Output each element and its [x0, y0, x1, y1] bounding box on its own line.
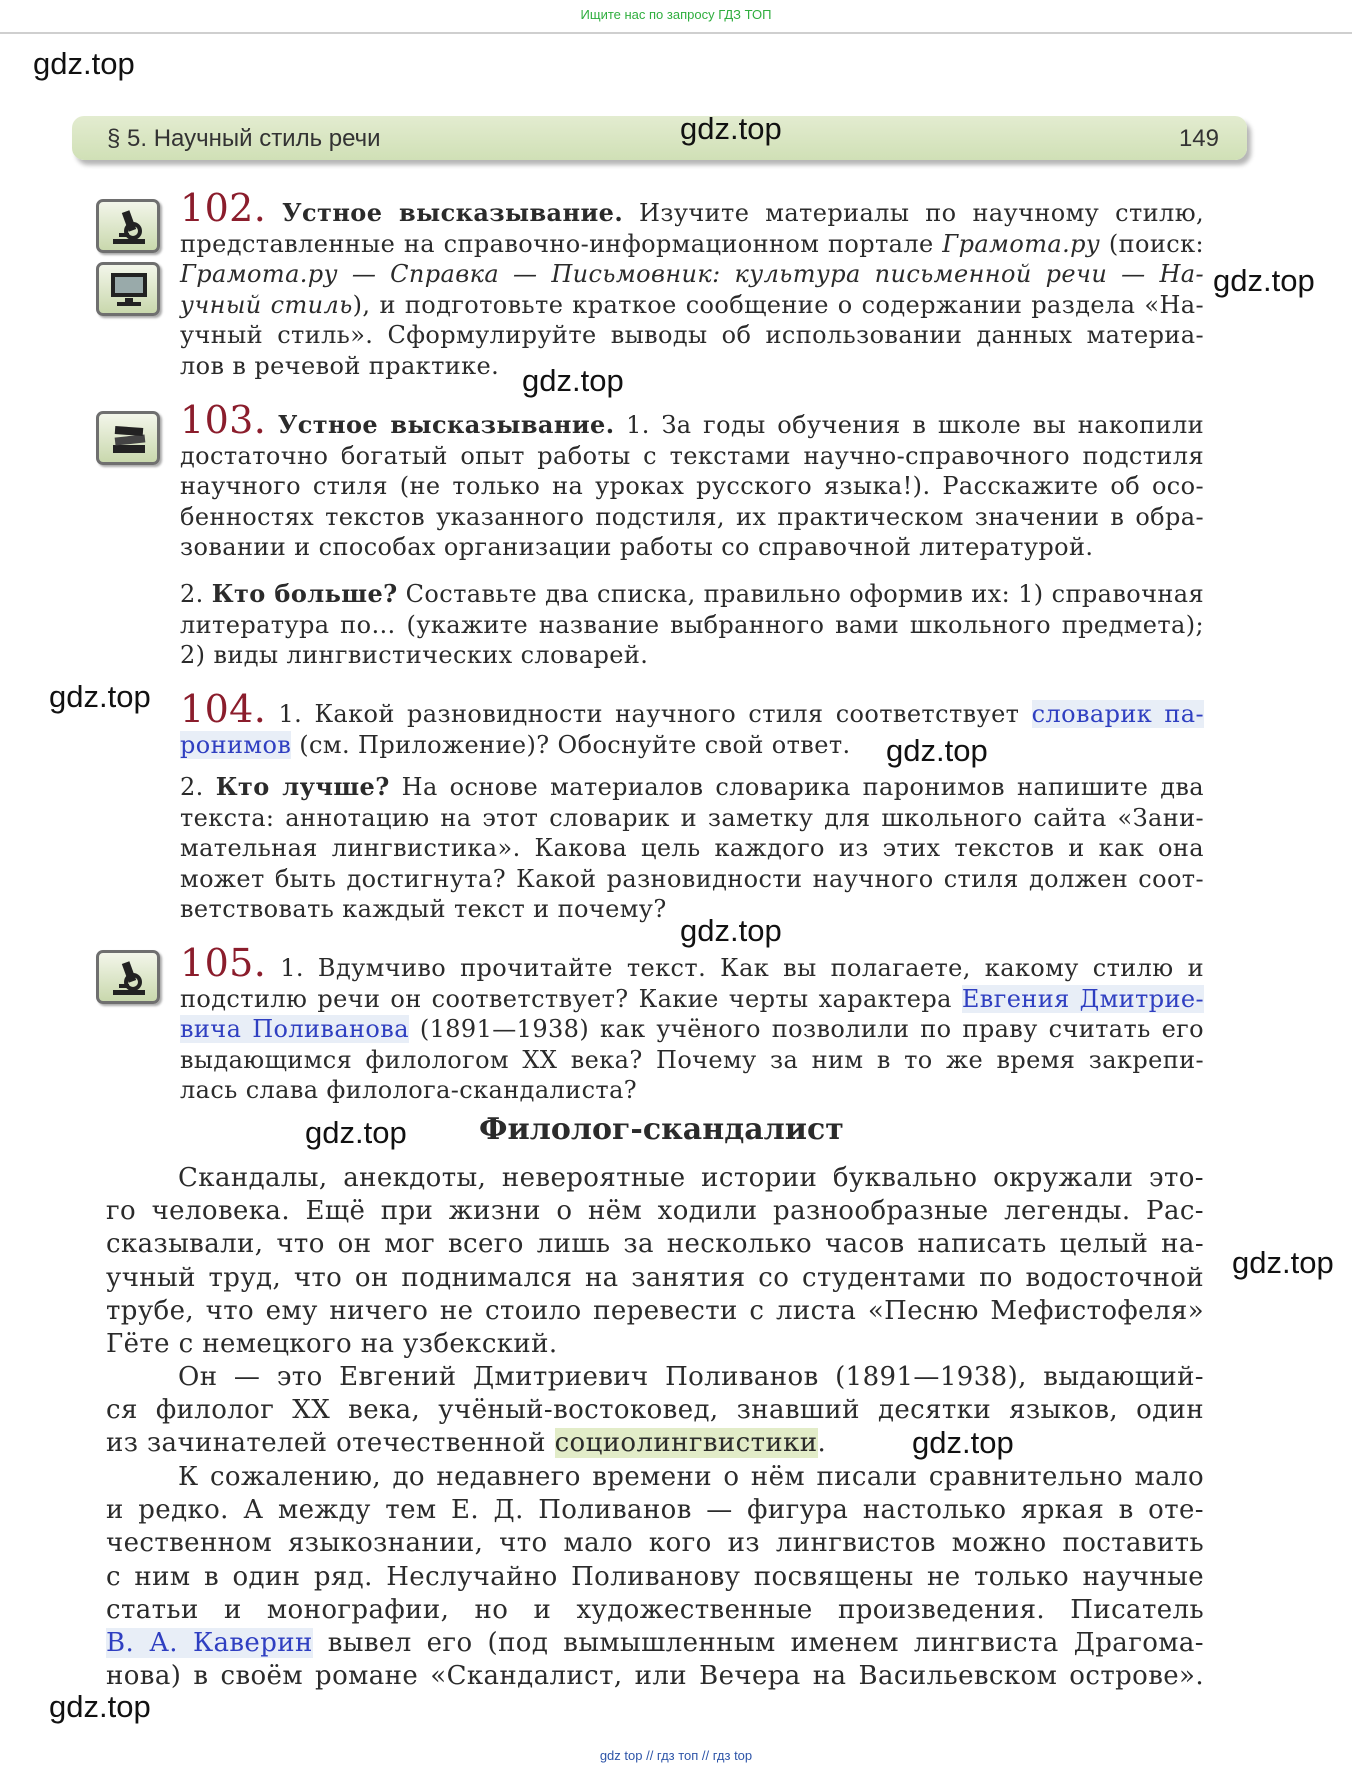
- paronyms-link[interactable]: ронимов: [180, 730, 292, 759]
- text-line: Гёте с немецкого на узбекский.: [106, 1328, 558, 1359]
- text-paragraph-3: [106, 1461, 1204, 1693]
- text-line: 2.: [180, 580, 204, 608]
- text-line: (1891—1938) как учёного позволили по праву считать его: [419, 1015, 1204, 1043]
- polivanov-link[interactable]: Евгения Дмитрие-: [961, 984, 1204, 1013]
- text-line: статьи и монографии, но и художественные произведения. Писатель: [106, 1594, 1204, 1625]
- text-line: чественном языкознании, что мало кого из лингвистов можно поставить: [106, 1528, 1204, 1559]
- text-line: мательная лингвистика». Какова цель каждого из этих текстов и как она: [180, 834, 1204, 862]
- exercise-102: [180, 186, 1205, 381]
- text-line: представленные на справочно-информационном портале: [180, 229, 934, 258]
- watermark: gdz.top: [305, 1115, 407, 1150]
- text-line: .: [817, 1428, 827, 1459]
- computer-icon: [96, 262, 160, 316]
- text-line: учный стиль: [180, 290, 353, 319]
- text-line: и редко. А между тем Е. Д. Поливанов — фигура настолько яркая в оте-: [106, 1495, 1204, 1526]
- watermark: gdz.top: [680, 111, 782, 146]
- watermark: gdz.top: [522, 363, 624, 398]
- text-line: 1. Вдумчиво прочитайте текст. Как вы полагаете, какому стилю и: [280, 954, 1204, 982]
- text-line: литература по… (укажите название выбранного вами школьного предмета);: [180, 610, 1204, 639]
- text-line: ветствовать каждый текст и почему?: [180, 895, 667, 923]
- section-title: § 5. Научный стиль речи: [107, 125, 381, 152]
- text-line: Грамота.ру — Справка — Письмовник: культура письменной речи — На-: [180, 260, 1204, 288]
- text-line: бенностях текстов указанного подстиля, их практическом значении в обра-: [180, 502, 1204, 531]
- exercise-105: [180, 941, 1204, 1106]
- kaverin-link[interactable]: В. А. Каверин: [106, 1627, 313, 1658]
- microscope-icon: [96, 199, 160, 253]
- text-line: зовании и способах организации работы со справочной литературой.: [180, 533, 1094, 561]
- text-line: ), и подготовьте краткое сообщение о содержании раздела «На-: [352, 290, 1204, 319]
- text-line: го человека. Ещё при жизни о нём ходили разнообразные легенды. Рас-: [106, 1196, 1204, 1227]
- task-label: Устное высказывание.: [282, 198, 624, 227]
- books-icon: [96, 411, 160, 465]
- text-line: научного стиля (не только на уроках русского языка!). Расскажите об осо-: [180, 472, 1204, 500]
- text-line: текста: аннотацию на этот словарик и заметку для школьного сайта «Зани-: [180, 803, 1204, 832]
- text-line: 2.: [180, 773, 204, 801]
- watermark: gdz.top: [33, 46, 135, 81]
- text-line: вывел его (под вымышленным именем лингвиста Драгома-: [327, 1627, 1204, 1658]
- paronyms-link[interactable]: словарик па-: [1031, 700, 1205, 728]
- task-label: Кто лучше?: [215, 772, 390, 801]
- text-paragraph-2: [106, 1361, 1204, 1461]
- exercise-103-part2: [180, 579, 1204, 671]
- banner-text: Ищите нас по запросу ГДЗ ТОП: [580, 7, 772, 22]
- watermark: gdz.top: [912, 1425, 1014, 1460]
- task-label: Устное высказывание.: [277, 410, 615, 439]
- exercise-104: [180, 687, 1205, 760]
- text-line: с ним в один ряд. Неслучайно Поливанову посвящены не только научные: [106, 1561, 1204, 1592]
- text-line: сказывали, что он мог всего лишь за несколько часов написать целый на-: [106, 1229, 1204, 1260]
- text-paragraph-1: [106, 1162, 1204, 1361]
- text-line: Грамота.ру: [942, 229, 1101, 258]
- text-line: учный труд, что он поднимался на занятия со студентами по водосточной: [106, 1262, 1204, 1293]
- text-line: учный стиль». Сформулируйте выводы об использовании данных материа-: [180, 321, 1204, 349]
- footer-text: gdz top // гдз топ // гдз top: [599, 1748, 753, 1763]
- watermark: gdz.top: [49, 679, 151, 714]
- text-line: На основе материалов словарика паронимов напишите два: [401, 773, 1205, 801]
- watermark: gdz.top: [1213, 263, 1315, 298]
- exercise-number: 105.: [180, 941, 267, 985]
- text-line: 2) виды лингвистических словарей.: [180, 641, 649, 669]
- text-line: лась слава филолога-скандалиста?: [180, 1076, 638, 1104]
- text-line: выдающимся филологом XX века? Почему за ним в то же время закрепи-: [180, 1045, 1204, 1074]
- text-line: К сожалению, до недавнего времени о нём писали сравнительно мало: [178, 1462, 1204, 1492]
- text-title: Филолог-скандалист: [479, 1112, 844, 1147]
- microscope-icon: [96, 950, 160, 1004]
- page-number: 149: [1178, 125, 1219, 152]
- text-line: лов в речевой практике.: [180, 351, 500, 380]
- text-line: подстилю речи он соответствует? Какие черты характера: [180, 984, 952, 1013]
- text-line: трубе, что ему ничего не стоило перевести с листа «Песню Мефистофеля»: [106, 1295, 1204, 1326]
- text-line: из зачинателей отечественной: [106, 1428, 546, 1459]
- text-line: Скандалы, анекдоты, невероятные истории буквально окружали это-: [178, 1163, 1204, 1193]
- exercise-number: 103.: [180, 398, 267, 442]
- top-banner: [0, 0, 1352, 34]
- text-line: (см. Приложение)? Обоснуйте свой ответ.: [299, 730, 851, 759]
- watermark: gdz.top: [886, 733, 988, 768]
- text-line: достаточно богатый опыт работы с текстами научно-справочного подстиля: [180, 441, 1204, 470]
- watermark: gdz.top: [680, 913, 782, 948]
- text-line: 1. Какой разновидности научного стиля соответствует: [278, 700, 1020, 728]
- text-line: Составьте два списка, правильно оформив их: 1) справочная: [405, 580, 1204, 608]
- text-line: 1. За годы обучения в школе вы накопили: [626, 411, 1204, 439]
- watermark: gdz.top: [49, 1689, 151, 1724]
- watermark: gdz.top: [1232, 1245, 1334, 1280]
- exercise-number: 102.: [180, 186, 267, 230]
- exercise-104-part2: [180, 772, 1204, 925]
- page-header: [72, 116, 1247, 160]
- polivanov-link[interactable]: вича Поливанова: [180, 1015, 409, 1043]
- exercise-103: [180, 398, 1204, 563]
- text-line: ся филолог XX века, учёный-востоковед, знавший десятки языков, один: [106, 1395, 1204, 1426]
- text-line: нова) в своём романе «Скандалист, или Вечера на Васильевском острове».: [106, 1661, 1204, 1692]
- exercise-number: 104.: [180, 687, 267, 731]
- text-line: (поиск:: [1108, 229, 1204, 258]
- task-label: Кто больше?: [211, 579, 398, 608]
- text-line: может быть достигнута? Какой разновидности научного стиля должен соот-: [180, 864, 1204, 893]
- highlighted-term: социолингвистики: [554, 1428, 818, 1459]
- text-line: Он — это Евгений Дмитриевич Поливанов (1891—1938), выдающий-: [178, 1362, 1204, 1392]
- text-line: Изучите материалы по научному стилю,: [639, 199, 1205, 227]
